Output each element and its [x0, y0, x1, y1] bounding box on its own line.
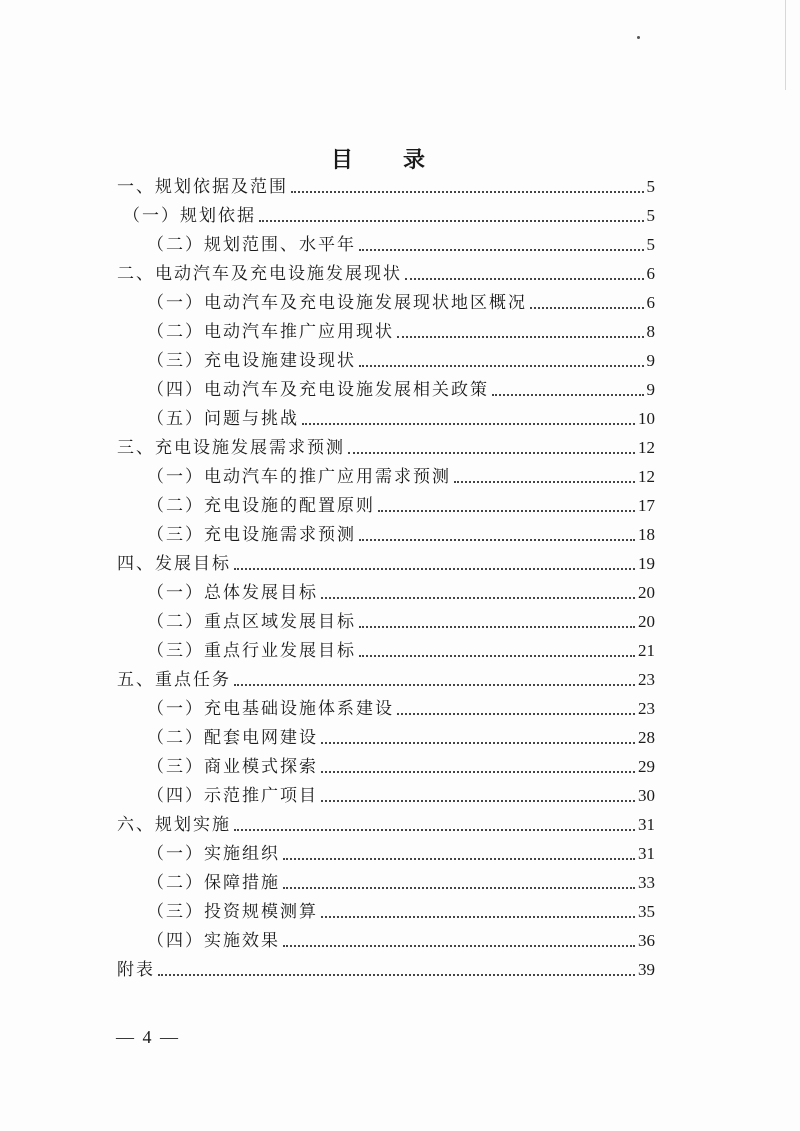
toc-entry-page: 36	[638, 931, 655, 950]
toc-entry-title: （一）电动汽车及充电设施发展现状地区概况	[147, 293, 527, 313]
toc-dot-leader	[291, 191, 644, 193]
toc-entry-page: 29	[638, 757, 655, 776]
toc-entry-title: （二）充电设施的配置原则	[147, 496, 375, 516]
toc-entry-title: （三）商业模式探索	[147, 757, 318, 777]
toc-dot-leader	[397, 336, 644, 338]
toc-subsection-entry[interactable]	[117, 864, 655, 893]
toc-entry-title: 六、规划实施	[117, 815, 231, 835]
toc-entry-title: （二）规划范围、水平年	[147, 235, 356, 255]
toc-entry-title: （一）总体发展目标	[147, 583, 318, 603]
toc-dot-leader	[321, 916, 635, 918]
toc-subsection-entry[interactable]	[117, 516, 655, 545]
toc-section-entry[interactable]	[117, 429, 655, 458]
toc-subsection-entry[interactable]	[117, 574, 655, 603]
toc-dot-leader	[530, 307, 644, 309]
table-of-contents	[117, 168, 655, 980]
toc-dot-leader	[492, 394, 644, 396]
toc-subsection-entry[interactable]	[117, 371, 655, 400]
toc-entry-page: 18	[638, 525, 655, 544]
toc-entry-title: （一）规划依据	[123, 206, 256, 226]
toc-entry-page: 30	[638, 786, 655, 805]
toc-subsection-entry[interactable]	[117, 777, 655, 806]
toc-dot-leader	[454, 481, 635, 483]
toc-entry-title: 附表	[117, 960, 155, 980]
toc-subsection-entry[interactable]	[117, 603, 655, 632]
toc-entry-page: 9	[646, 351, 655, 370]
toc-dot-leader	[259, 220, 644, 222]
toc-entry-page: 5	[646, 235, 655, 254]
toc-subsection-entry[interactable]	[117, 632, 655, 661]
toc-entry-title: 四、发展目标	[117, 554, 231, 574]
toc-dot-leader	[359, 655, 635, 657]
toc-subsection-entry[interactable]	[117, 690, 655, 719]
toc-entry-title: 一、规划依据及范围	[117, 177, 288, 197]
toc-dot-leader	[359, 539, 635, 541]
toc-entry-title: 二、电动汽车及充电设施发展现状	[117, 264, 402, 284]
toc-section-entry[interactable]	[117, 168, 655, 197]
toc-subsection-entry[interactable]	[117, 342, 655, 371]
scan-speck	[637, 36, 640, 39]
toc-entry-title: 五、重点任务	[117, 670, 231, 690]
toc-dot-leader	[158, 974, 635, 976]
toc-entry-title: （一）实施组织	[147, 844, 280, 864]
toc-section-entry[interactable]	[117, 545, 655, 574]
toc-dot-leader	[397, 713, 635, 715]
toc-subsection-entry[interactable]	[117, 487, 655, 516]
toc-entry-page: 5	[646, 206, 655, 225]
toc-dot-leader	[283, 887, 635, 889]
toc-dot-leader	[405, 278, 644, 280]
toc-dot-leader	[378, 510, 635, 512]
toc-entry-page: 20	[638, 583, 655, 602]
toc-dot-leader	[234, 684, 635, 686]
toc-dot-leader	[321, 771, 635, 773]
toc-entry-page: 9	[646, 380, 655, 399]
toc-entry-page: 23	[638, 670, 655, 689]
toc-dot-leader	[321, 742, 635, 744]
toc-subsection-entry[interactable]	[117, 835, 655, 864]
toc-section-entry[interactable]	[117, 661, 655, 690]
toc-subsection-entry[interactable]	[117, 197, 655, 226]
toc-entry-page: 35	[638, 902, 655, 921]
toc-entry-title: 三、充电设施发展需求预测	[117, 438, 345, 458]
toc-title: 目 录	[330, 146, 439, 173]
toc-entry-title: （二）配套电网建设	[147, 728, 318, 748]
toc-entry-page: 39	[638, 960, 655, 979]
toc-entry-title: （三）重点行业发展目标	[147, 641, 356, 661]
toc-dot-leader	[283, 945, 635, 947]
toc-subsection-entry[interactable]	[117, 458, 655, 487]
toc-entry-page: 10	[638, 409, 655, 428]
toc-subsection-entry[interactable]	[117, 719, 655, 748]
toc-dot-leader	[359, 626, 635, 628]
toc-subsection-entry[interactable]	[117, 922, 655, 951]
toc-entry-title: （一）充电基础设施体系建设	[147, 699, 394, 719]
toc-dot-leader	[348, 452, 635, 454]
toc-entry-page: 28	[638, 728, 655, 747]
toc-entry-title: （二）保障措施	[147, 873, 280, 893]
page-edge	[785, 0, 786, 90]
toc-entry-title: （二）电动汽车推广应用现状	[147, 322, 394, 342]
toc-entry-page: 5	[646, 177, 655, 196]
toc-subsection-entry[interactable]	[117, 284, 655, 313]
toc-subsection-entry[interactable]	[117, 400, 655, 429]
toc-subsection-entry[interactable]	[117, 226, 655, 255]
toc-dot-leader	[321, 597, 635, 599]
toc-entry-page: 8	[646, 322, 655, 341]
toc-dot-leader	[359, 249, 644, 251]
toc-entry-page: 20	[638, 612, 655, 631]
toc-section-entry[interactable]	[117, 255, 655, 284]
toc-section-entry[interactable]	[117, 806, 655, 835]
toc-entry-title: （四）电动汽车及充电设施发展相关政策	[147, 380, 489, 400]
toc-section-entry[interactable]	[117, 951, 655, 980]
toc-dot-leader	[359, 365, 644, 367]
toc-entry-page: 31	[638, 815, 655, 834]
toc-subsection-entry[interactable]	[117, 313, 655, 342]
toc-dot-leader	[283, 858, 635, 860]
toc-entry-title: （三）充电设施需求预测	[147, 525, 356, 545]
toc-entry-page: 17	[638, 496, 655, 515]
toc-entry-title: （二）重点区域发展目标	[147, 612, 356, 632]
toc-entry-page: 12	[638, 467, 655, 486]
toc-subsection-entry[interactable]	[117, 893, 655, 922]
toc-entry-page: 31	[638, 844, 655, 863]
toc-entry-title: （一）电动汽车的推广应用需求预测	[147, 467, 451, 487]
toc-entry-title: （四）示范推广项目	[147, 786, 318, 806]
toc-entry-title: （三）充电设施建设现状	[147, 351, 356, 371]
toc-dot-leader	[234, 568, 635, 570]
page-number: — 4 —	[116, 1027, 180, 1047]
toc-entry-page: 6	[646, 264, 655, 283]
toc-entry-page: 23	[638, 699, 655, 718]
toc-entry-title: （四）实施效果	[147, 931, 280, 951]
toc-entry-page: 21	[638, 641, 655, 660]
toc-dot-leader	[321, 800, 635, 802]
toc-dot-leader	[302, 423, 635, 425]
toc-entry-page: 12	[638, 438, 655, 457]
toc-entry-title: （三）投资规模测算	[147, 902, 318, 922]
toc-entry-page: 6	[646, 293, 655, 312]
toc-subsection-entry[interactable]	[117, 748, 655, 777]
toc-entry-page: 19	[638, 554, 655, 573]
toc-entry-title: （五）问题与挑战	[147, 409, 299, 429]
toc-entry-page: 33	[638, 873, 655, 892]
toc-dot-leader	[234, 829, 635, 831]
